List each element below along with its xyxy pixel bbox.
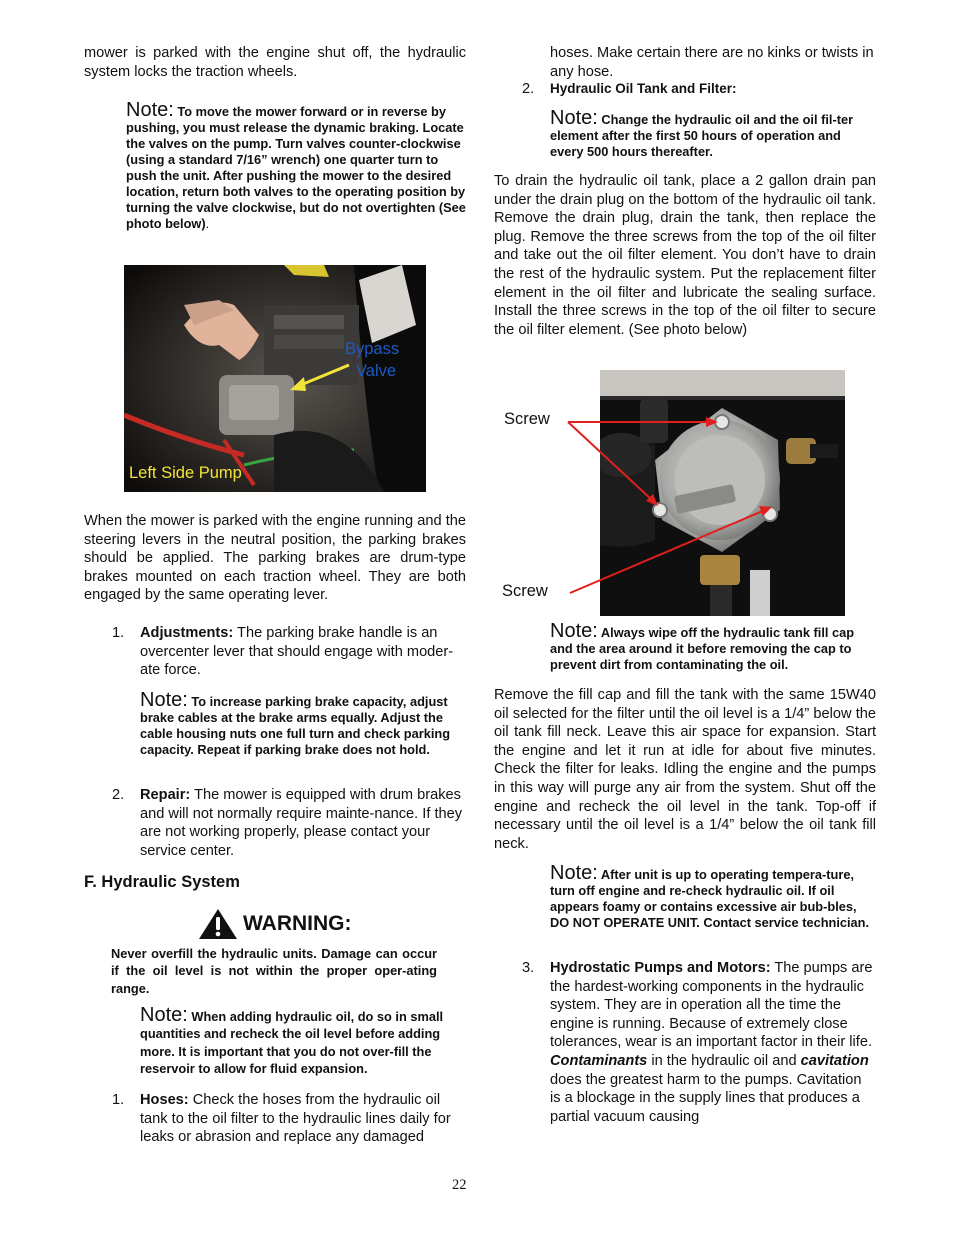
item-title: Hoses: bbox=[140, 1092, 189, 1108]
note-text: To increase parking brake capacity, adjust brake cables at the brake arms equally. Adjust the cable housing nuts one full turn and check parking capacity. Repeat if parking brake does not hold. bbox=[140, 694, 451, 757]
para-drain-tank: To drain the hydraulic oil tank, place a 2 gallon drain pan under the drain plug on the bottom of the hydraulic oil tank. Remove the drain plug, drain the tank, then replace the plug. Remove the three screws from the top of the oil filter and take out the oil filter element. You don’t have to drain the rest of the hydraulic system. Put the replacement filter element in the oil filter and lubricate the sealing surface. Install the three screws in the top of the oil filter to secure the oil filter element. (See photo below) bbox=[494, 173, 876, 338]
item-number: 2. bbox=[112, 787, 125, 803]
note-label: Note: bbox=[126, 99, 174, 121]
note-text: Always wipe off the hydraulic tank fill cap and the area around it before removing the cap to prevent dirt from contaminating the oil. bbox=[550, 625, 855, 672]
item-text-b: in the hydraulic oil and bbox=[647, 1052, 801, 1069]
note-text: When adding hydraulic oil, do so in small quantities and recheck the oil level before adding more. It is important that you do not over-fill the reservoir to allow for fluid expansion. bbox=[140, 1009, 444, 1077]
note-operating-temperature bbox=[550, 862, 876, 931]
note-adding-oil bbox=[140, 1004, 466, 1078]
warning-triangle-icon bbox=[198, 908, 238, 940]
note-label: Note: bbox=[140, 689, 188, 711]
item-number: 3. bbox=[522, 960, 535, 976]
item-title: Hydrostatic Pumps and Motors: bbox=[550, 960, 771, 976]
bypass-label-1: Bypass bbox=[345, 340, 400, 358]
item-number: 1. bbox=[112, 1092, 125, 1108]
note-label: Note: bbox=[550, 620, 598, 642]
note-label: Note: bbox=[550, 862, 598, 884]
item-text-a: The pumps are the hardest-working components in the hydraulic system. They are in operation all the time the engine is running. Because of extremely close tolerances, wear is an important factor in their life. bbox=[550, 960, 873, 1051]
item-repair bbox=[140, 786, 466, 860]
item-adjustments bbox=[140, 624, 466, 680]
item-text-c: does the greatest harm to the pumps. Cavitation is a blockage in the supply lines that produces a partial vacuum causing bbox=[550, 1071, 862, 1125]
note-end: . bbox=[205, 216, 210, 231]
page-number: 22 bbox=[452, 1177, 467, 1193]
screw-pointer-arrows bbox=[560, 400, 790, 610]
note-text: Change the hydraulic oil and the oil fil-ter element after the first 50 hours of operation and every 500 hours thereafter. bbox=[550, 112, 854, 159]
para-fill-tank: Remove the fill cap and fill the tank with the same 15W40 oil selected for the filter until the oil level is a 1/4” below the oil tank fill neck. Leave this air space for expansion. Start the engine and let it run at idle for about five minutes. Check the filter for leaks. Idling the engine and the pumps in this way will purge any air from the system. Shut off the engine and recheck the oil level in the tank. Top-off if necessary until the oil level is a 1/4” below the oil tank fill neck. bbox=[494, 687, 876, 852]
item-text: Check the hoses from the hydraulic oil tank to the oil filter to the hydraulic lines daily for leaks or abrasion and replace any damaged bbox=[140, 1092, 451, 1146]
item-title: Adjustments: bbox=[140, 625, 234, 641]
note-brake-capacity bbox=[140, 689, 466, 758]
item-title: Repair: bbox=[140, 787, 191, 803]
item-text: The mower is equipped with drum brakes and will not normally require mainte-nance. If they are not working properly, please contact your service center. bbox=[140, 787, 463, 859]
para-parking-brakes: When the mower is parked with the engine running and the steering levers in the neutral position, the parking brakes should be applied. The parking brakes are drum-type brakes mounted on each traction wheel. They are both engaged by the same operating lever. bbox=[84, 513, 466, 604]
left-side-pump-photo bbox=[124, 265, 426, 492]
intro-line-1: mower is parked with the engine shut off, the hydraulic bbox=[84, 45, 466, 61]
intro-line-2: system locks the traction wheels. bbox=[84, 63, 298, 80]
emphasis-contaminants: Contaminants bbox=[550, 1052, 648, 1069]
screw-label-bottom: Screw bbox=[502, 582, 548, 600]
hoses-continued: hoses. Make certain there are no kinks or twists in any hose. bbox=[550, 45, 874, 80]
note-label: Note: bbox=[140, 1004, 188, 1026]
note-label: Note: bbox=[550, 107, 598, 129]
item-oil-tank-title: Hydraulic Oil Tank and Filter: bbox=[550, 81, 737, 96]
bypass-label-2: Valve bbox=[356, 362, 397, 380]
screw-label-top: Screw bbox=[504, 410, 550, 428]
section-heading-hydraulic: F. Hydraulic System bbox=[84, 873, 240, 891]
item-number: 1. bbox=[112, 625, 125, 641]
note-wipe-cap bbox=[550, 620, 876, 673]
note-dynamic-braking bbox=[126, 99, 466, 232]
warning-heading bbox=[198, 908, 352, 940]
note-text: After unit is up to operating tempera-ture, turn off engine and re-check hydraulic oil. If oil appears foamy or contains excessive air bub-bles, DO NOT OPERATE UNIT. Contact service technician. bbox=[550, 867, 870, 930]
note-text: To move the mower forward or in reverse by pushing, you must release the dynamic braking. Locate the valves on the pump. Turn valves counter-clockwise (using a standard 7/16” wrench) one quarter turn to push the unit. After pushing the mower to the desired location, return both valves to the operating position by turning the valve clockwise, but do not overtighten (See photo below) bbox=[126, 104, 466, 231]
warning-label: WARNING: bbox=[243, 912, 352, 935]
left-side-pump-label: Left Side Pump bbox=[129, 464, 242, 482]
item-text: The parking brake handle is an overcenter lever that should engage with moder-ate force. bbox=[140, 625, 454, 679]
note-change-oil bbox=[550, 107, 876, 160]
warning-text: Never overfill the hydraulic units. Damage can occur if the oil level is not within the proper oper-ating range. bbox=[111, 946, 437, 996]
emphasis-cavitation: cavitation bbox=[800, 1052, 869, 1069]
item-hoses bbox=[140, 1091, 466, 1147]
item-number: 2. bbox=[522, 81, 535, 97]
item-pumps-motors bbox=[550, 959, 876, 1126]
